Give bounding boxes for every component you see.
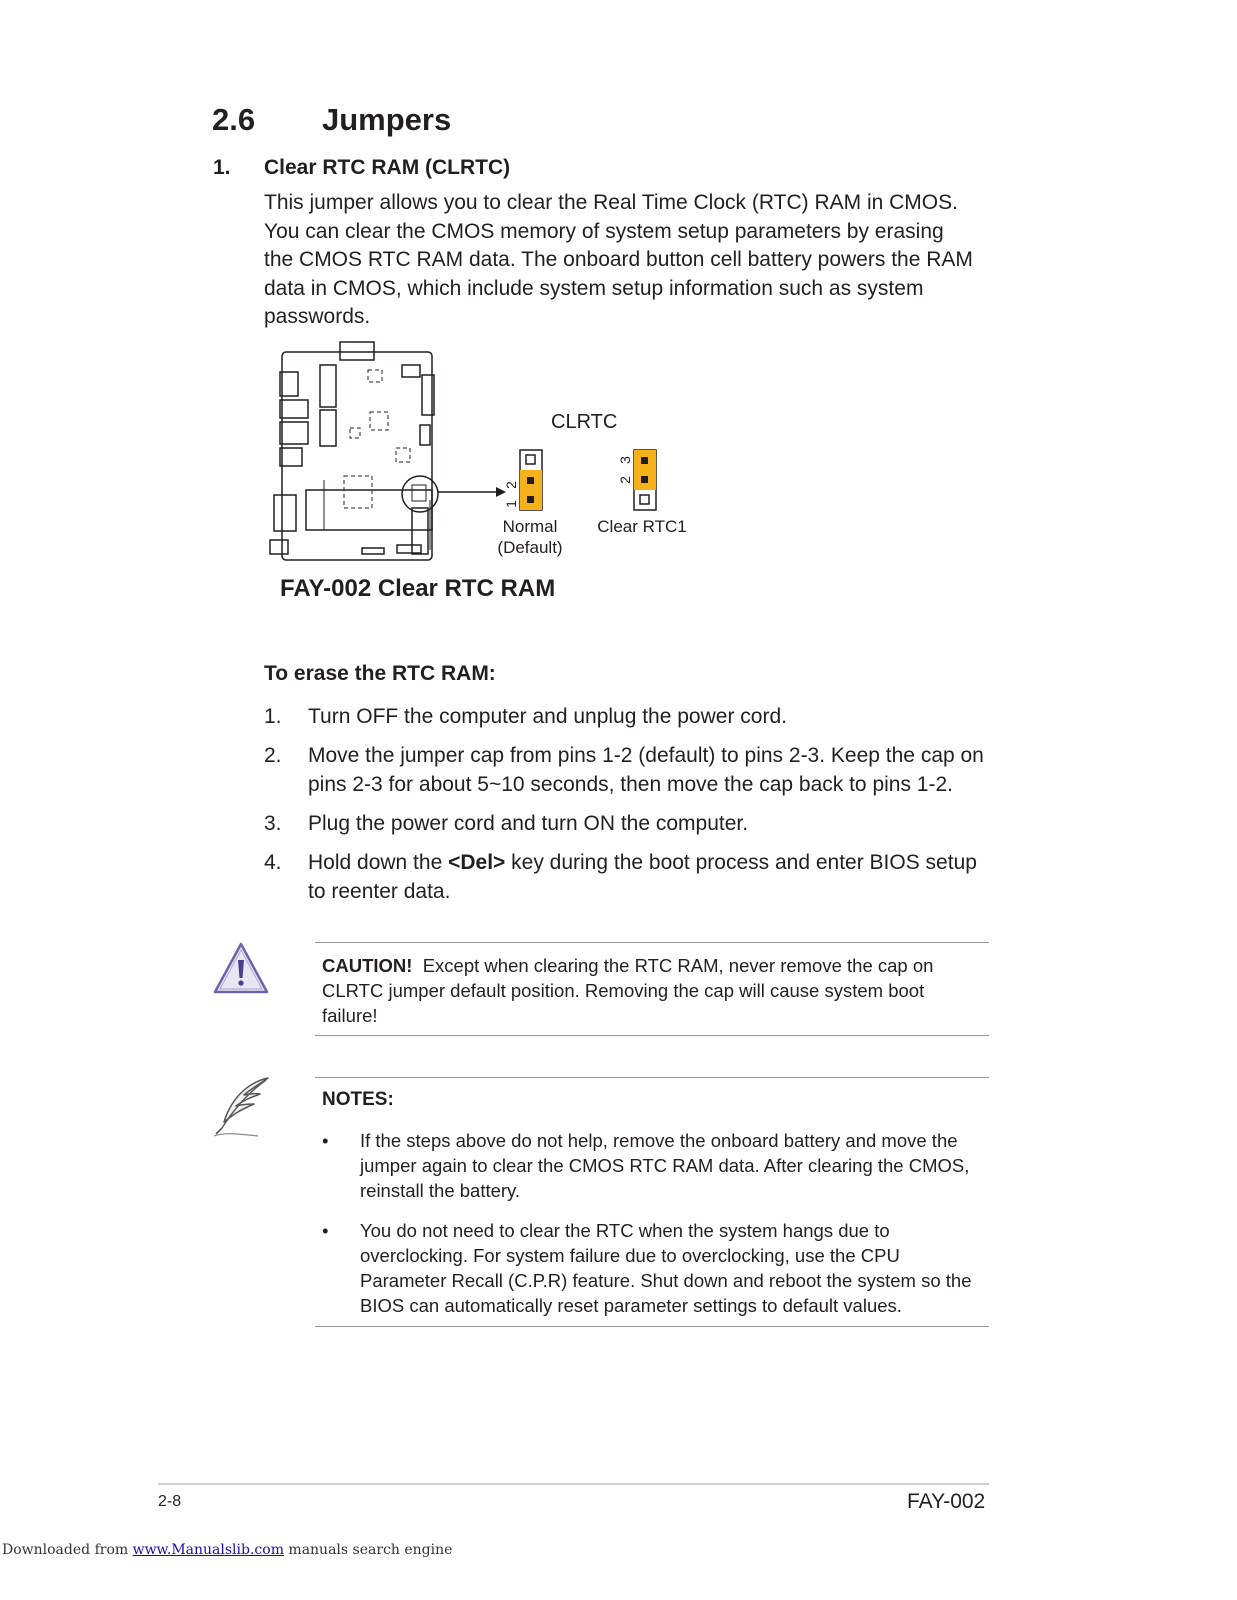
step-text: to reenter data.	[308, 880, 451, 903]
caution-top-rule	[315, 942, 989, 943]
motherboard-outline	[270, 342, 434, 560]
note-line: If the steps above do not help, remove the onboard battery and move the	[360, 1130, 958, 1151]
caution-bottom-rule	[315, 1035, 989, 1036]
bullet-icon: •	[322, 1130, 329, 1151]
pin-label: 3	[617, 456, 633, 464]
download-notice	[2, 1542, 452, 1558]
step-item	[264, 741, 999, 799]
notes-bottom-rule	[315, 1326, 989, 1327]
step-item	[264, 809, 999, 838]
bullet-icon: •	[322, 1220, 329, 1241]
diagram-caption: FAY-002 Clear RTC RAM	[280, 575, 556, 602]
intro-line: the CMOS RTC RAM data. The onboard button cell battery powers the RAM	[264, 248, 973, 271]
intro-line: You can clear the CMOS memory of system setup parameters by erasing	[264, 219, 944, 243]
erase-heading: To erase the RTC RAM:	[264, 662, 496, 685]
del-key: <Del>	[448, 851, 506, 874]
step-text: Turn OFF the computer and unplug the power cord.	[308, 705, 787, 728]
subsection-title: Clear RTC RAM (CLRTC)	[264, 156, 511, 179]
download-suffix: manuals search engine	[283, 1542, 453, 1558]
caution-line: failure!	[322, 1005, 378, 1026]
note-line: overclocking. For system failure due to overclocking, use the CPU	[360, 1245, 900, 1266]
jumper-name: CLRTC	[551, 411, 618, 433]
jumper-cap	[520, 470, 542, 510]
intro-line: data in CMOS, which include system setup information such as system	[264, 276, 924, 300]
pin-label: 2	[617, 476, 633, 484]
page-number: 2-8	[158, 1493, 182, 1510]
subsection-number: 1.	[213, 156, 231, 179]
step-text-post: key during the boot process and enter BIOS setup	[505, 851, 977, 874]
note-item	[322, 1218, 992, 1318]
normal-sublabel: (Default)	[497, 538, 563, 557]
normal-label: Normal	[502, 517, 558, 536]
note-line: You do not need to clear the RTC when the system hangs due to	[360, 1220, 890, 1241]
step-text: Move the jumper cap from pins 1-2 (default) to pins 2-3. Keep the cap on	[308, 744, 984, 767]
jumper-cap	[634, 450, 656, 490]
caution-line: CLRTC jumper default position. Removing the cap will cause system boot	[322, 980, 925, 1001]
intro-line: passwords.	[264, 305, 371, 328]
section-title: Jumpers	[322, 102, 452, 137]
step-text-pre: Hold down the	[308, 851, 449, 874]
erase-steps	[264, 702, 999, 916]
step-text: Plug the power cord and turn ON the computer.	[308, 812, 749, 835]
pin-label: 2	[503, 481, 519, 489]
intro-paragraph	[264, 189, 994, 332]
normal-jumper	[503, 450, 542, 510]
step-text: pins 2-3 for about 5~10 seconds, then move the cap back to pins 1-2.	[308, 773, 953, 796]
step-number: 3.	[264, 812, 282, 835]
note-line: reinstall the battery.	[360, 1180, 521, 1201]
model-name: FAY-002	[907, 1490, 986, 1513]
warning-triangle-icon	[212, 940, 270, 998]
notes-heading: NOTES:	[322, 1089, 394, 1110]
caution-line: Except when clearing the RTC RAM, never remove the cap on	[412, 955, 934, 976]
clear-label: Clear RTC1	[597, 517, 687, 536]
feather-pen-icon	[210, 1074, 274, 1140]
step-number: 1.	[264, 705, 282, 728]
note-line: Parameter Recall (C.P.R) feature. Shut down and reboot the system so the	[360, 1270, 972, 1291]
clear-jumper	[617, 450, 656, 510]
intro-line: This jumper allows you to clear the Real Time Clock (RTC) RAM in CMOS.	[264, 191, 958, 214]
manualslib-link[interactable]: www.Manualslib.com	[132, 1542, 284, 1558]
pin-label: 1	[503, 500, 519, 508]
footer-rule	[158, 1483, 989, 1485]
note-item	[322, 1128, 992, 1204]
caution-label: CAUTION!	[322, 955, 413, 976]
section-number: 2.6	[212, 102, 256, 137]
step-item	[264, 848, 999, 906]
note-line: jumper again to clear the CMOS RTC RAM data. After clearing the CMOS,	[360, 1155, 970, 1176]
step-item	[264, 702, 999, 731]
notes-top-rule	[315, 1077, 989, 1078]
download-prefix: Downloaded from	[2, 1542, 133, 1558]
step-text	[308, 848, 999, 877]
note-line: BIOS can automatically reset parameter settings to default values.	[360, 1295, 902, 1316]
step-number: 2.	[264, 744, 282, 767]
caution-text	[322, 953, 992, 1028]
step-number: 4.	[264, 851, 282, 874]
